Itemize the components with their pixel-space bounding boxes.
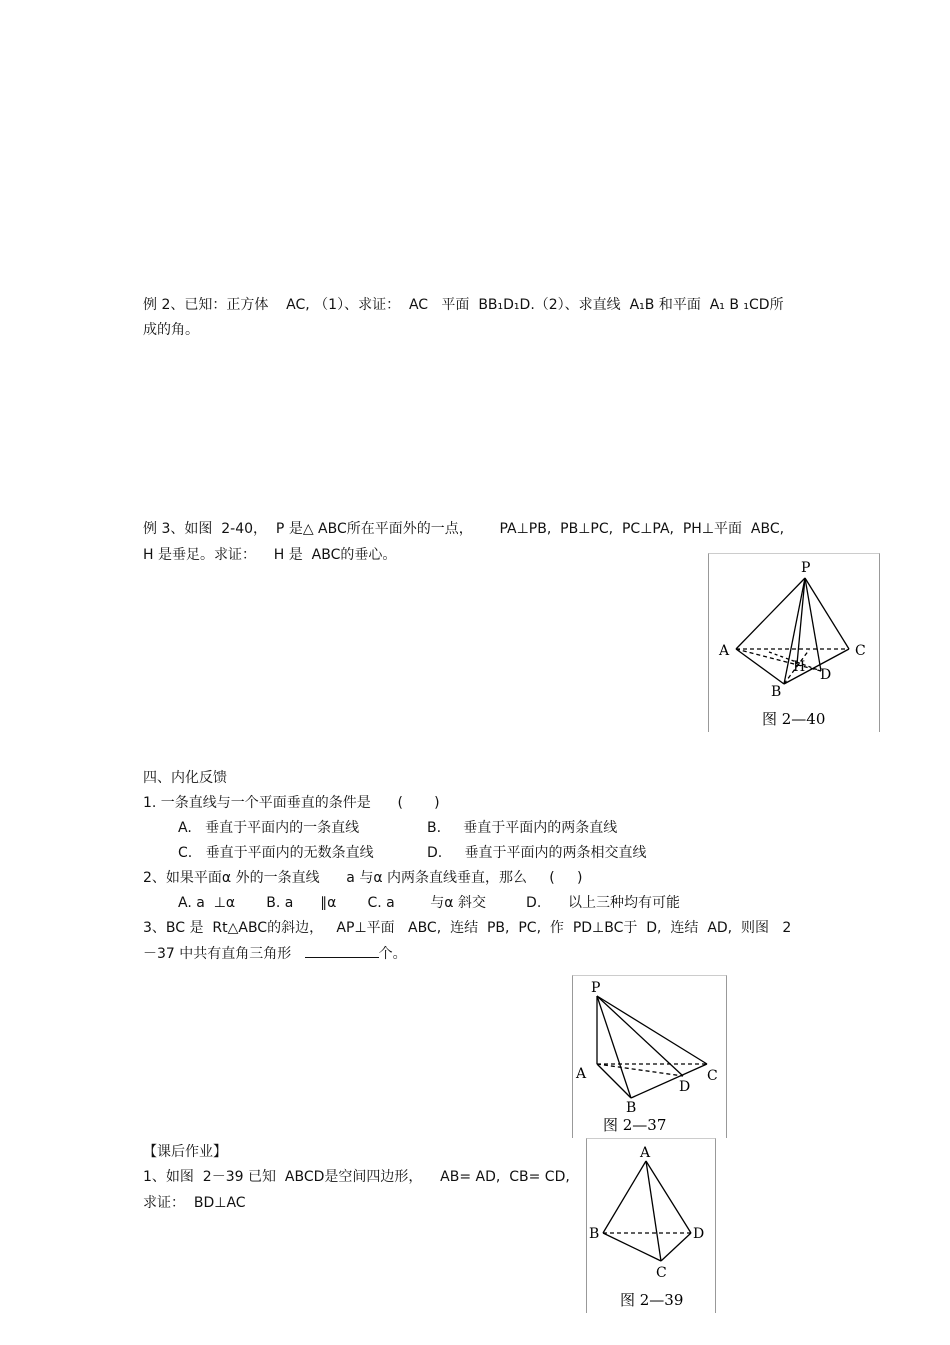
example2-line2: 成的角。 <box>143 322 199 338</box>
example3-line2: H 是垂足。求证： H 是 ABC的垂心。 <box>143 547 397 563</box>
figure-2-40 <box>708 553 880 732</box>
label-B: B <box>626 1100 637 1116</box>
figure-caption: 图 2—40 <box>762 710 826 728</box>
label-A: A <box>576 1066 587 1082</box>
answer-blank <box>305 943 379 958</box>
q1-stem: 1. 一条直线与一个平面垂直的条件是 ( ) <box>143 795 440 811</box>
q1-option-b: B. 垂直于平面内的两条直线 <box>427 820 618 836</box>
figure-2-37 <box>572 975 727 1138</box>
q3-line2 <box>143 943 407 964</box>
label-D: D <box>679 1079 691 1095</box>
label-C: C <box>855 643 866 659</box>
q3-line1: 3、BC 是 Rt△ABC的斜边， AP⊥平面 ABC, 连结 PB, PC, 作 PD⊥BC于 D, 连结 AD, 则图 2 <box>143 920 792 936</box>
homework-q1-line1: 1、如图 2－39 已知 ABCD是空间四边形， AB= AD, CB= CD, <box>143 1169 570 1185</box>
label-P: P <box>801 560 811 576</box>
homework-q1-line2: 求证： BD⊥AC <box>143 1195 246 1211</box>
label-D: D <box>820 667 832 683</box>
figure-2-39 <box>586 1138 716 1313</box>
q1-option-c: C. 垂直于平面内的无数条直线 <box>178 845 374 861</box>
label-C: C <box>656 1265 667 1281</box>
label-B: B <box>589 1226 600 1242</box>
figure-caption: 图 2—37 <box>603 1116 667 1134</box>
q2-options: A. a ⊥α B. a ∥α C. a 与α 斜交 D. 以上三种均有可能 <box>178 895 680 911</box>
label-C: C <box>707 1068 718 1084</box>
q3-line2-suffix: 个。 <box>378 946 407 962</box>
q2-stem: 2、如果平面α 外的一条直线 a 与α 内两条直线垂直，那么 ( ) <box>143 870 583 886</box>
label-A: A <box>640 1145 651 1161</box>
q1-option-d: D. 垂直于平面内的两条相交直线 <box>427 845 647 861</box>
example3-line1: 例 3、如图 2-40， P 是△ ABC所在平面外的一点， PA⊥PB, PB⊥PC, PC⊥PA, PH⊥平面 ABC, <box>143 521 785 537</box>
label-P: P <box>591 980 601 996</box>
label-D: D <box>693 1226 705 1242</box>
label-H: H <box>793 659 806 675</box>
q1-option-a: A. 垂直于平面内的一条直线 <box>178 820 360 836</box>
q3-line2-prefix: －37 中共有直角三角形 <box>143 946 305 962</box>
example2-line1: 例 2、已知：正方体 AC, （1）、求证： AC 平面 BB₁D₁D.（2）、求直线 A₁B 和平面 A₁ B ₁CD所 <box>143 297 784 313</box>
figure-caption: 图 2—39 <box>620 1291 684 1309</box>
label-B: B <box>771 684 782 700</box>
label-A: A <box>719 643 730 659</box>
section4-title: 四、内化反馈 <box>143 770 227 786</box>
homework-title: 【课后作业】 <box>143 1144 227 1160</box>
